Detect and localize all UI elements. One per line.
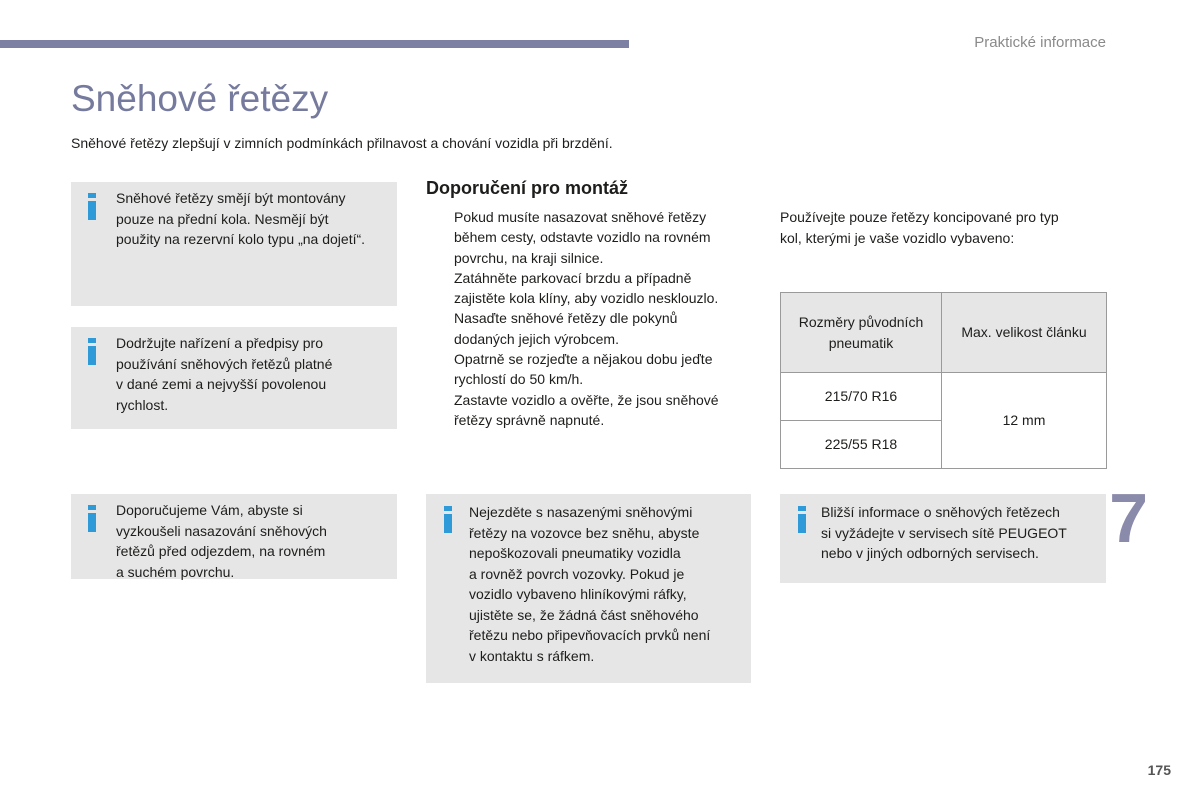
mounting-steps-list: [426, 207, 756, 430]
section-label: Praktické informace: [974, 34, 1106, 51]
mounting-step: Zastavte vozidlo a ověřte, že jsou sněhové řetězy správně napnuté.: [454, 391, 719, 428]
tire-size-cell: 225/55 R18: [781, 421, 942, 469]
mounting-step: Nasaďte sněhové řetězy dle pokynů dodaných jejich výrobcem.: [454, 310, 678, 347]
column-header-max-link-size: Max. velikost článku: [942, 293, 1107, 373]
info-box-text: Bližší informace o sněhových řetězech si vyžádejte v servisech sítě PEUGEOT nebo v jiných odborných servisech.: [821, 504, 1067, 561]
info-icon: [87, 505, 96, 532]
info-icon: [87, 338, 96, 365]
tire-size-cell: 215/70 R16: [781, 373, 942, 421]
info-icon: [87, 193, 96, 220]
intro-text: Sněhové řetězy zlepšují v zimních podmínkách přilnavost a chování vozidla při brzdění.: [71, 135, 613, 151]
mounting-step: Zatáhněte parkovací brzdu a případně zajistěte kola klíny, aby vozidlo nesklouzlo.: [454, 269, 719, 307]
table-row: [781, 373, 1107, 421]
info-icon: [797, 506, 806, 533]
info-box-text: Doporučujeme Vám, abyste si vyzkoušeli nasazování sněhových řetězů před odjezdem, na rovném a suchém povrchu.: [116, 502, 327, 580]
info-box-front-wheels: [71, 182, 397, 306]
header-bar: [0, 40, 629, 48]
page-number: 175: [1147, 762, 1171, 778]
info-box-service-info: [780, 494, 1106, 583]
info-box-regulations: [71, 327, 397, 429]
table-header-row: [781, 293, 1107, 373]
tire-size-table: [780, 292, 1107, 469]
max-link-size-cell: 12 mm: [942, 373, 1107, 469]
info-box-no-snow-warning: [426, 494, 751, 683]
mounting-heading: Doporučení pro montáž: [426, 178, 628, 198]
chapter-number: 7: [1109, 479, 1148, 557]
column-header-original-tire-size: Rozměry původních pneumatik: [781, 293, 942, 373]
info-box-text: Nejezděte s nasazenými sněhovými řetězy na vozovce bez sněhu, abyste nepoškozovali pneumatiky vozidla a rovněž povrch vozovky. Pokud je vozidlo vybaveno hliníkovými ráfky, ujistěte se, že žádná část sněhového řetězu nebo připevňovacích prvků není v kontaktu s ráfkem.: [469, 504, 711, 664]
info-box-text: Sněhové řetězy smějí být montovány pouze na přední kola. Nesmějí být použity na rezervní kolo typu „na dojetí“.: [116, 190, 366, 247]
page-title: Sněhové řetězy: [71, 78, 329, 119]
info-box-practice: [71, 494, 397, 579]
mounting-step: Pokud musíte nasazovat sněhové řetězy během cesty, odstavte vozidlo na rovném povrchu, na kraji silnice.: [454, 209, 711, 266]
info-icon: [443, 506, 452, 533]
mounting-step: Opatrně se rozjeďte a nějakou dobu jeďte rychlostí do 50 km/h.: [454, 351, 713, 388]
tire-intro-text: Používejte pouze řetězy koncipované pro typ kol, kterými je vaše vozidlo vybaveno:: [780, 209, 1059, 246]
info-box-text: Dodržujte nařízení a předpisy pro používání sněhových řetězů platné v dané zemi a nejvyšší povolenou rychlost.: [116, 335, 333, 413]
